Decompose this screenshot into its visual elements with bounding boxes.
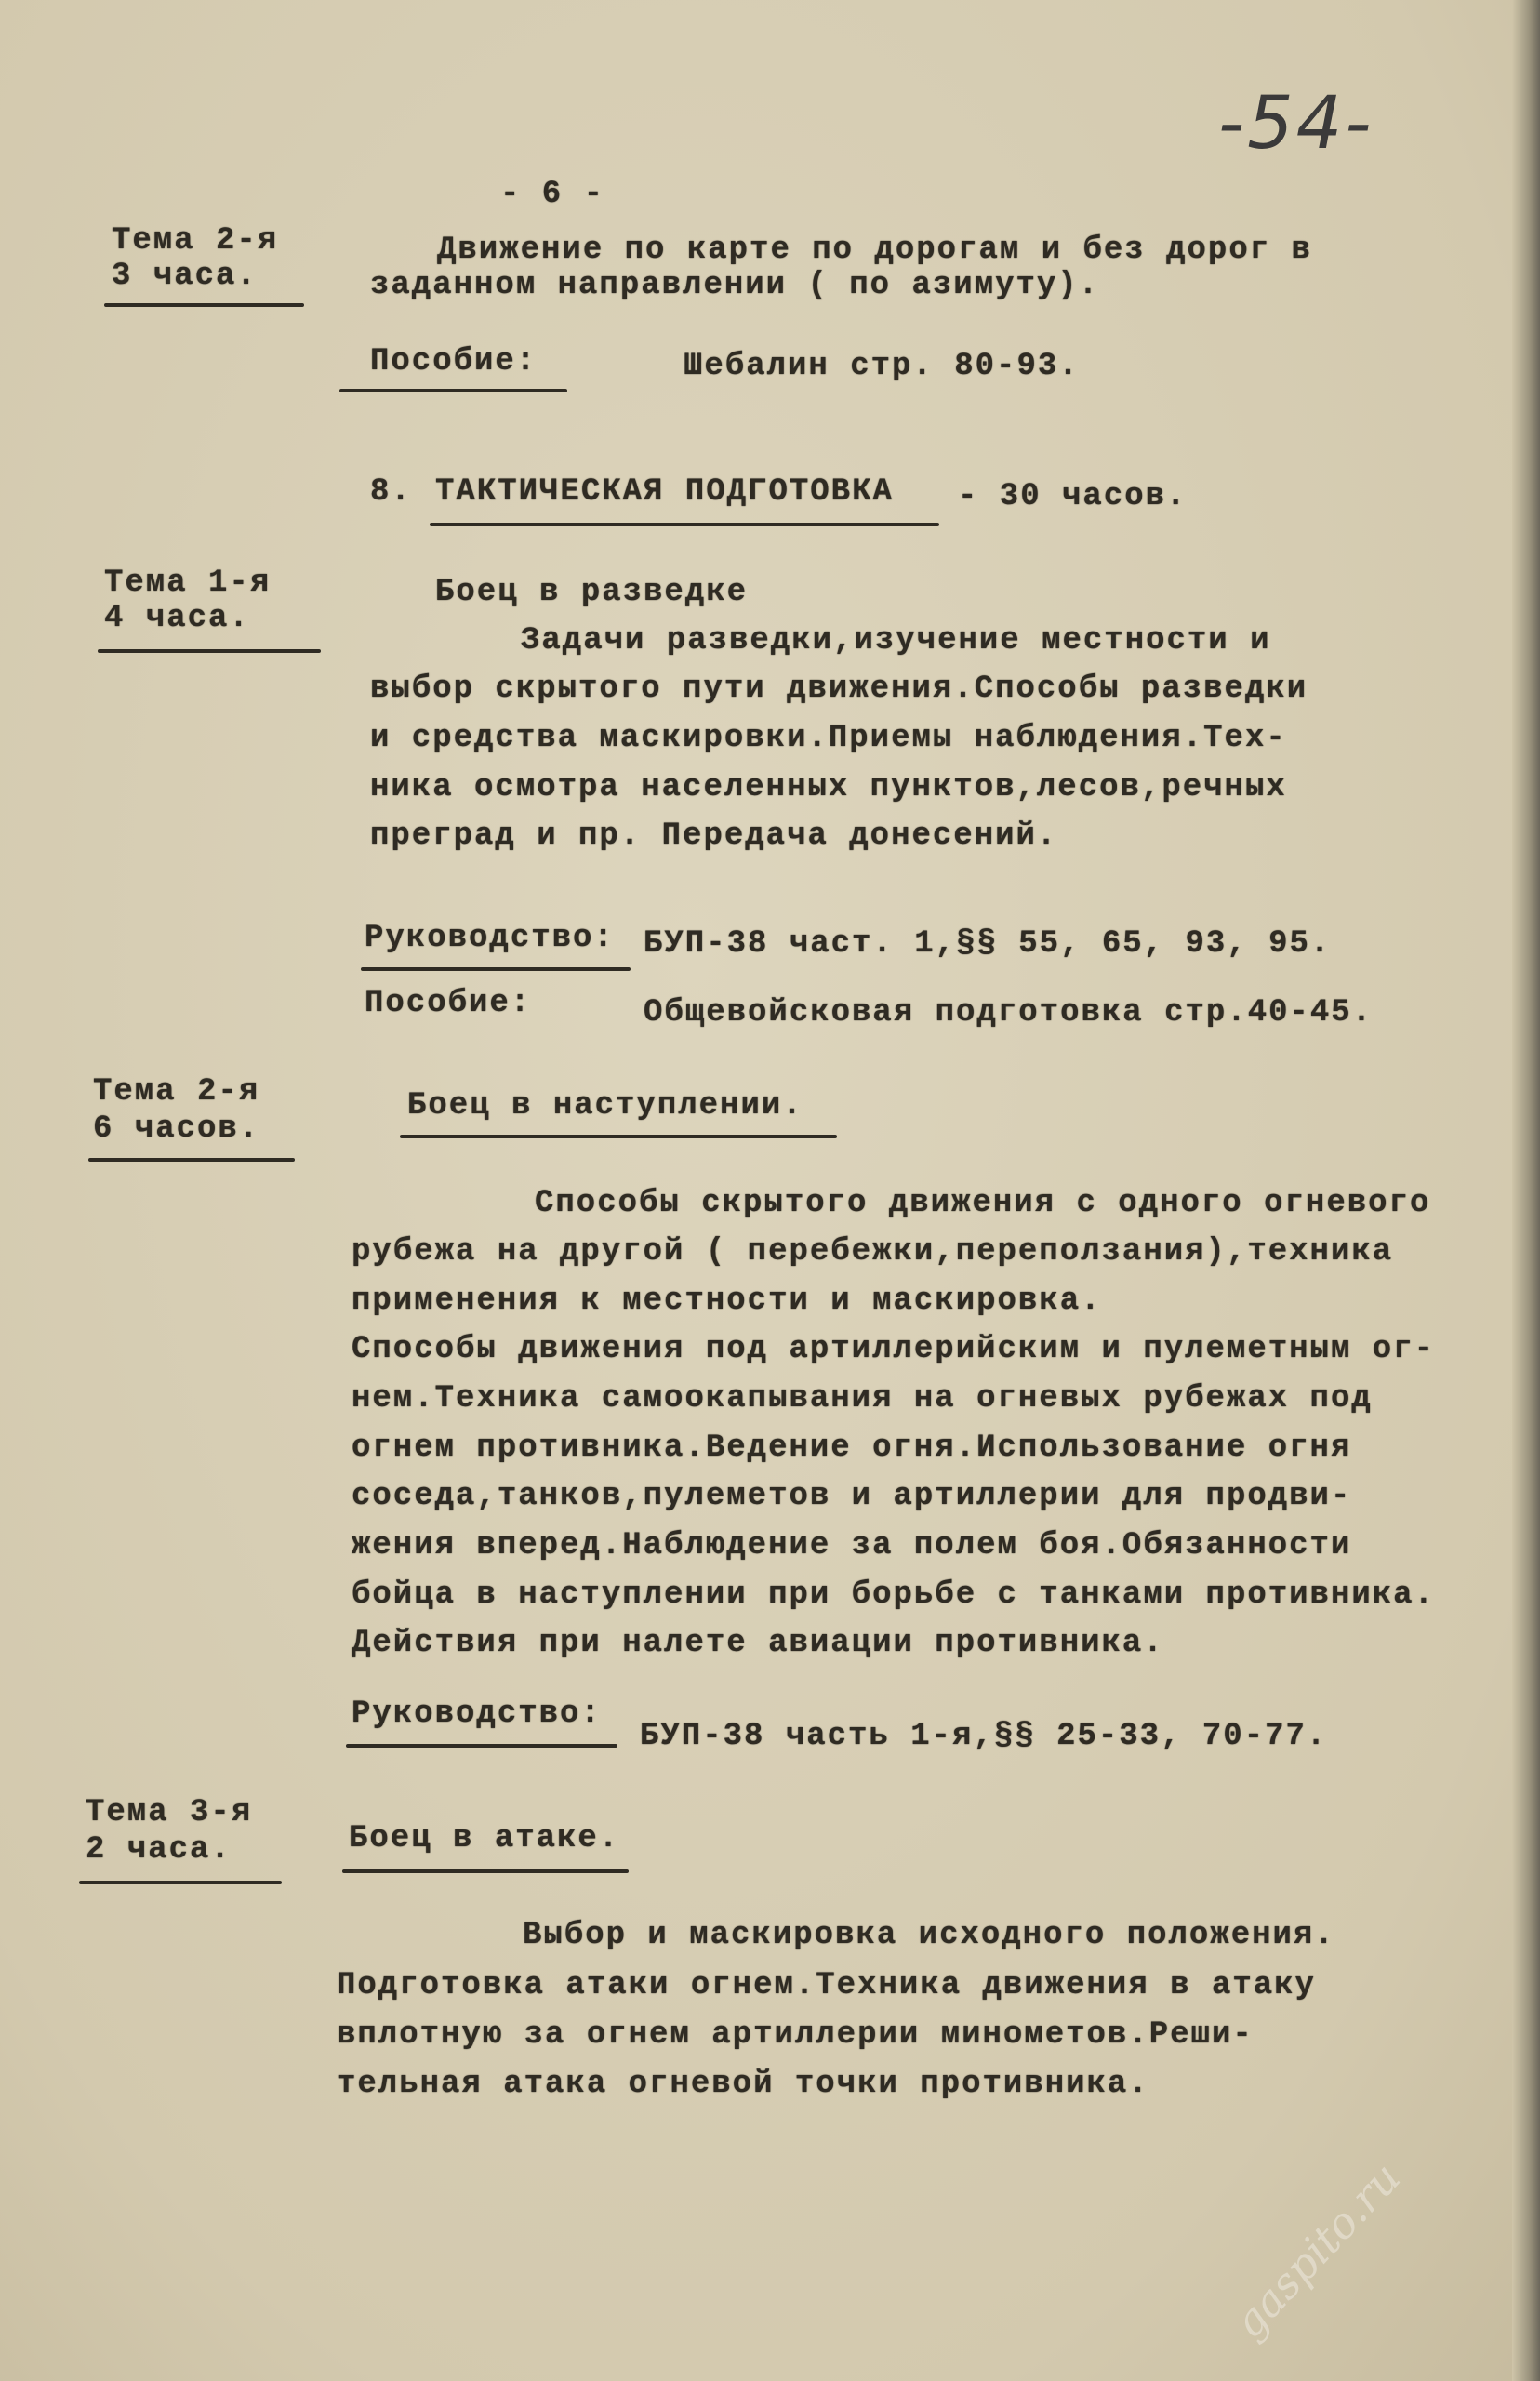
section-title: ТАКТИЧЕСКАЯ ПОДГОТОВКА	[435, 474, 894, 510]
handwritten-page-number: -54-	[1218, 82, 1374, 166]
map-aid-label: Пособие:	[370, 344, 538, 379]
topic1-label-line2: 4 часа.	[104, 601, 250, 636]
topic-label-map-line1: Тема 2-я	[112, 223, 279, 259]
topic3-label-underline	[79, 1881, 282, 1884]
topic2-label-line2: 6 часов.	[93, 1111, 260, 1147]
section-title-underline	[430, 523, 939, 526]
map-text-line1: Движение по карте по дорогам и без дорог в	[437, 233, 1312, 268]
topic2-line: жения вперед.Наблюдение за полем боя.Обязанности	[352, 1528, 1352, 1563]
page-edge-shadow	[1512, 0, 1540, 2381]
topic3-line: Выбор и маскировка исходного положения.	[523, 1918, 1335, 1953]
topic2-line: нем.Техника самоокапывания на огневых рубежах под	[352, 1381, 1373, 1417]
watermark: gaspito.ru	[1223, 2152, 1411, 2348]
topic2-line: огнем противника.Ведение огня.Использование огня	[352, 1430, 1352, 1466]
topic2-line: Способы движения под артиллерийским и пулеметным ог-	[352, 1332, 1435, 1367]
topic1-line: Задачи разведки,изучение местности и	[521, 623, 1271, 658]
topic2-line: Способы скрытого движения с одного огневого	[535, 1186, 1431, 1221]
topic3-label-line2: 2 часа.	[86, 1832, 232, 1868]
aid-label-underline	[339, 389, 567, 392]
topic-label-underline	[104, 303, 304, 307]
topic2-line: Действия при налете авиации противника.	[352, 1626, 1164, 1661]
topic1-line: преград и пр. Передача донесений.	[370, 818, 1058, 854]
topic3-heading-underline	[342, 1869, 629, 1873]
topic2-label-underline	[88, 1158, 295, 1162]
guide-label-underline	[361, 967, 631, 971]
topic3-line: Подготовка атаки огнем.Техника движения в атаку	[337, 1968, 1316, 2003]
topic3-heading: Боец в атаке.	[349, 1821, 620, 1856]
topic2-line: применения к местности и маскировка.	[352, 1284, 1102, 1319]
topic3-line: вплотную за огнем артиллерии минометов.Реши-	[337, 2017, 1254, 2053]
topic2-label-line1: Тема 2-я	[93, 1074, 260, 1110]
guide-label-underline	[346, 1744, 617, 1748]
page-marker: - 6 -	[500, 177, 605, 212]
topic1-label-line1: Тема 1-я	[104, 565, 272, 601]
topic1-label-underline	[98, 649, 321, 653]
topic1-heading: Боец в разведке	[435, 575, 749, 610]
topic2-heading: Боец в наступлении.	[407, 1088, 803, 1124]
topic2-guide-text: БУП-38 часть 1-я,§§ 25-33, 70-77.	[640, 1719, 1328, 1754]
topic1-line: ника осмотра населенных пунктов,лесов,речных	[370, 770, 1287, 805]
topic2-line: рубежа на другой ( перебежки,переползания),техника	[352, 1234, 1394, 1270]
topic3-line: тельная атака огневой точки противника.	[337, 2067, 1149, 2102]
topic2-heading-underline	[400, 1135, 837, 1138]
map-aid-text: Шебалин стр. 80-93.	[684, 349, 1080, 384]
section-number: 8.	[370, 474, 412, 510]
topic-label-map-line2: 3 часа.	[112, 259, 258, 294]
topic2-line: бойца в наступлении при борьбе с танками противника.	[352, 1577, 1435, 1613]
topic1-line: выбор скрытого пути движения.Способы разведки	[370, 672, 1308, 707]
section-hours: - 30 часов.	[958, 479, 1188, 514]
topic1-aid-label: Пособие:	[365, 986, 532, 1021]
topic1-guide-text: БУП-38 част. 1,§§ 55, 65, 93, 95.	[644, 926, 1332, 962]
topic2-guide-label: Руководство:	[352, 1696, 602, 1732]
map-text-line2: заданном направлении ( по азимуту).	[370, 268, 1100, 303]
topic1-line: и средства маскировки.Приемы наблюдения.Тех-	[370, 721, 1287, 756]
topic1-guide-label: Руководство:	[365, 921, 615, 956]
topic3-label-line1: Тема 3-я	[86, 1795, 253, 1830]
topic2-line: соседа,танков,пулеметов и артиллерии для продви-	[352, 1479, 1352, 1514]
topic1-aid-text: Общевойсковая подготовка стр.40-45.	[644, 995, 1374, 1031]
